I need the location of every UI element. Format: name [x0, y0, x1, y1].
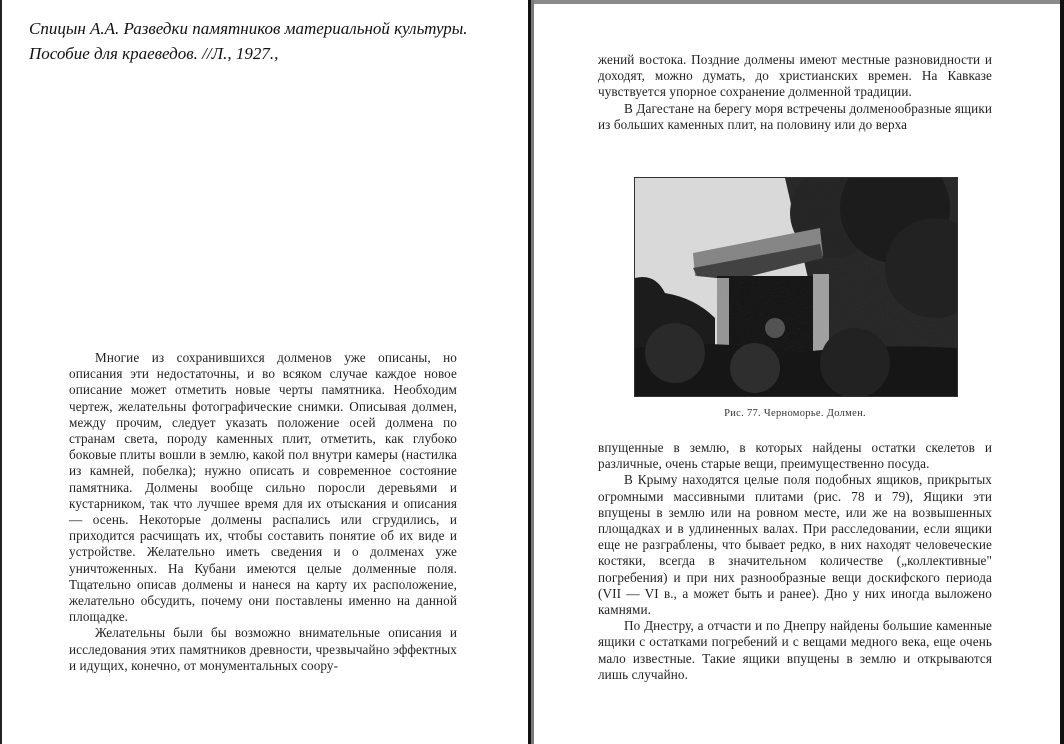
page-edge	[1060, 0, 1064, 744]
paragraph: Многие из сохранившихся долменов уже описаны, но описания эти недостаточны, и во всяком случае каждое новое описание может отметить новые черты памятника. Необходим чертеж, желательны фотографические снимки. Описывая долмен, между прочим, следует указать положение осей долмена по странам света, породу каменных плит, отметить, как глубоко боковые плиты вошли в землю, какой пол внутри камеры (настилка из камней, побелка); нужно описать и современное состояние памятника. Долмены вообще сильно поросли деревьями и кустарником, так что лучшее время для их отыскания и описания — осень. Некоторые долмены распались или сгрудились, и приходится расчищать их, чтобы составить понятие об их виде и устройстве. Желательно иметь сведения и о долменах уже уничтоженных. На Кубани имеются целые долменные поля. Тщательно описав долмены и нанеся на карту их расположение, желательно обсудить, почему они поставлены именно на данной площадке.	[69, 350, 457, 625]
paragraph: В Дагестане на берегу моря встречены долменообразные ящики из больших каменных плит, на половину или до верха	[598, 100, 992, 132]
paragraph: В Крыму находятся целые поля подобных ящиков, прикрытых огромными массивными плитами (рис. 78 и 79), Ящики эти впущены в землю или на ровном месте, или же на возвышенных площадках и в удлиненных валах. При расследовании, если ящики еще не разграблены, что бывает редко, в них находят человеческие костяки, всегда в значительном количестве („коллективные" погребения) и при них разнообразные вещи доскифского периода (VII — VI в., а может быть и ранее). Дно у них иногда выложено камнями.	[598, 472, 992, 618]
paragraph: впущенные в землю, в которых найдены остатки скелетов и различные, очень старые вещи, преимущественно посуда.	[598, 440, 992, 472]
foliage	[645, 323, 705, 383]
citation-line-1: Спицын А.А. Разведки памятников материальной культуры.	[29, 19, 468, 38]
dolmen-front-slab	[717, 276, 827, 356]
right-page	[534, 0, 1060, 744]
dolmen-photo-illustration	[635, 178, 957, 396]
figure-caption: Рис. 77. Черноморье. Долмен.	[724, 408, 866, 419]
citation-line-2: Пособие для краеведов. //Л., 1927.,	[29, 44, 279, 63]
dolmen-left-pillar	[717, 278, 729, 350]
dolmen-photo	[634, 177, 958, 397]
foliage	[730, 343, 780, 393]
paragraph: Желательны были бы возможно внимательные описания и исследования этих памятников древности, чрезвычайно эффектных и идущих, конечно, от монументальных соору-	[69, 625, 457, 673]
paragraph: По Днестру, а отчасти и по Днепру найдены большие каменные ящики с остатками погребений и с вещами медного века, еще очень мало известные. Такие ящики впущены в землю и открываются лишь случайно.	[598, 618, 992, 682]
left-page-text	[69, 350, 457, 674]
right-page-top-text	[598, 52, 992, 133]
bibliographic-citation	[29, 16, 519, 66]
foliage	[820, 328, 890, 396]
left-page	[0, 0, 528, 744]
paragraph: жений востока. Поздние долмены имеют местные разновидности и доходят, можно думать, до христианских времен. На Кавказе чувствуется упорное сохранение долменной традиции.	[598, 52, 992, 100]
dolmen-hole	[765, 318, 785, 338]
right-page-bottom-text	[598, 440, 992, 683]
